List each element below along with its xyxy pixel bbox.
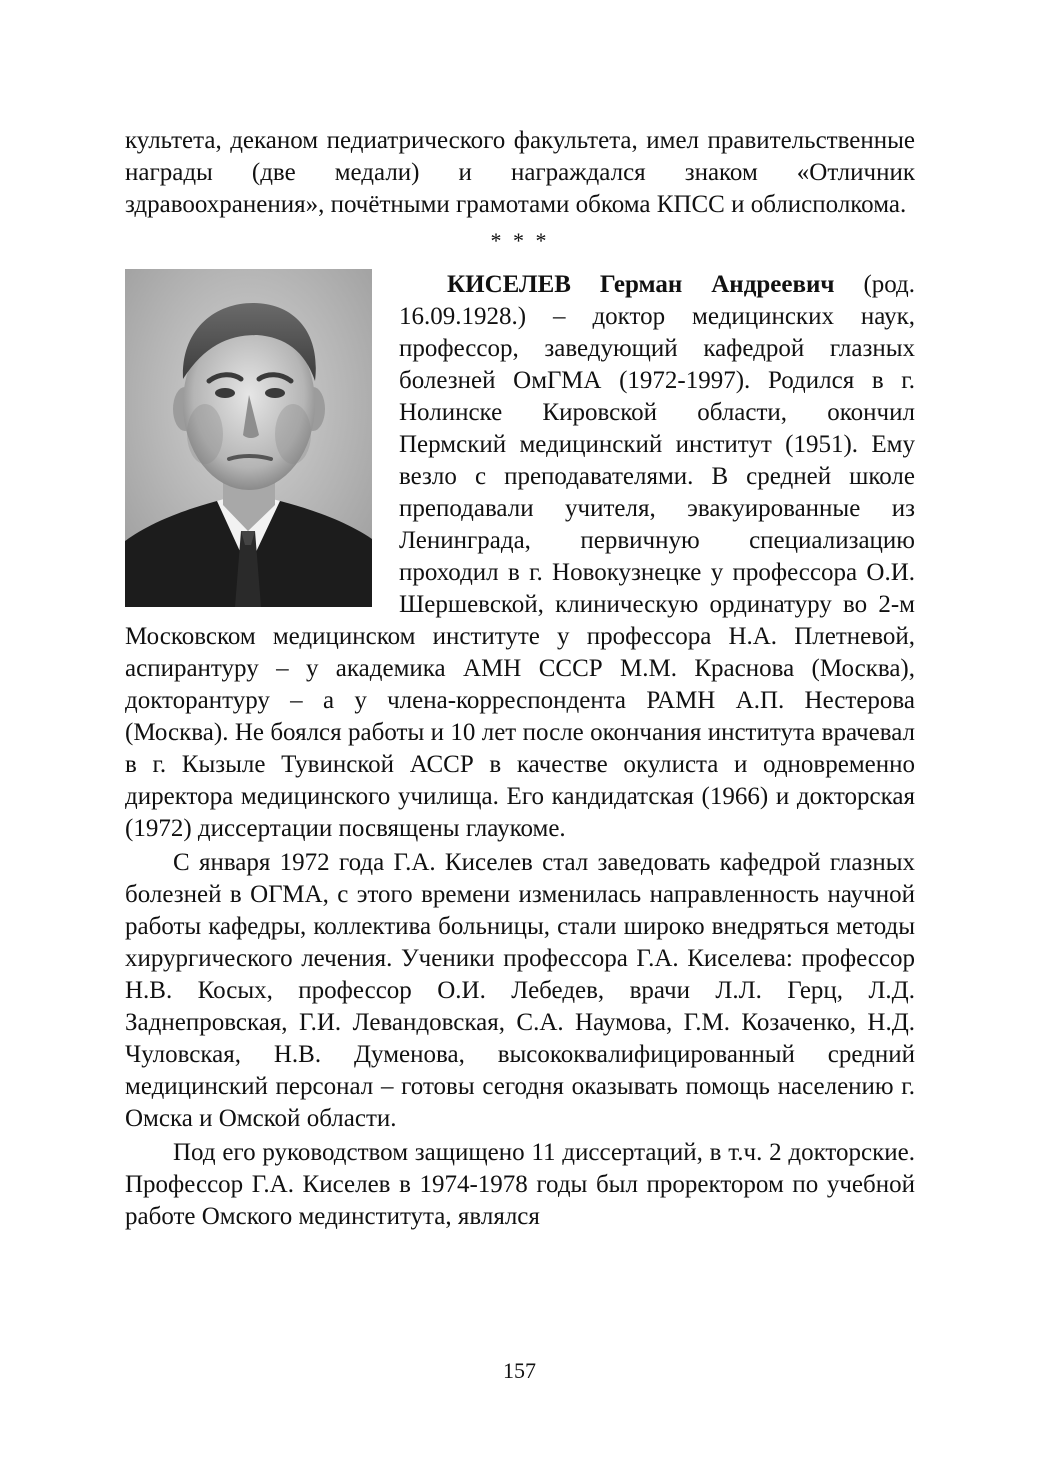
page-body <box>125 125 915 1233</box>
portrait-photo <box>125 269 372 607</box>
person-name: КИСЕЛЕВ Герман Андреевич <box>447 271 835 298</box>
biography-paragraph-2: С января 1972 года Г.А. Киселев стал заведовать кафедрой глазных болезней в ОГМА, с этого времени изменилась направленность научной работы кафедры, коллектива больницы, стали широко внедряться методы хирургического лечения. Ученики профессора Г.А. Киселева: профессор Н.В. Косых, профессор О.И. Лебедев, врачи Л.Л. Герц, Л.Д. Заднепровская, Г.И. Левандовская, С.А. Наумова, Г.М. Козаченко, Н.Д. Чуловская, Н.В. Думенова, высококвалифицированный средний медицинский персонал – готовы сегодня оказывать помощь населению г. Омска и Омской области. <box>125 849 915 1132</box>
page-number: 157 <box>503 1358 536 1383</box>
biography-paragraph-3: Под его руководством защищено 11 диссертаций, в т.ч. 2 докторские. Профессор Г.А. Киселев в 1974-1978 годы был проректором по учебной работе Омского мединститута, являлся <box>125 1139 915 1230</box>
biography-intro-text: (род. 16.09.1928.) – доктор медицинских наук, профессор, заведующий кафедрой глазных болезней ОмГМА (1972-1997). Родился в г. Нолинске Кировской области, окончил Пермский медицинский институт (1951). Ему везло с преподавателями. В средней школе преподавали учителя, эвакуированные из Ленинграда, первичную специализацию проходил в г. Новокузнецке у профессора О.И. Шершевской, клиническую ординатуру во 2-м Московском медицинском институте у профессора Н.А. Плетневой, аспирантуру – у академика АМН СССР М.М. Краснова (Москва), докторантуру – а у члена-корреспондента РАМН А.П. Нестерова (Москва). Не боялся работы и 10 лет после окончания института врачевал в г. Кызыле Тувинской АССР в качестве окулиста и одновременно директора медицинского училища. Его кандидатская (1966) и докторская (1972) диссертации посвящены глаукоме. <box>125 271 916 842</box>
section-separator: * * * <box>490 228 550 253</box>
top-paragraph: культета, деканом педиатрического факультета, имел правительственные награды (две медали) и награждался знаком «Отличник здравоохранения», почётными грамотами обкома КПСС и облисполкома. <box>125 127 915 218</box>
portrait-image <box>125 269 372 607</box>
